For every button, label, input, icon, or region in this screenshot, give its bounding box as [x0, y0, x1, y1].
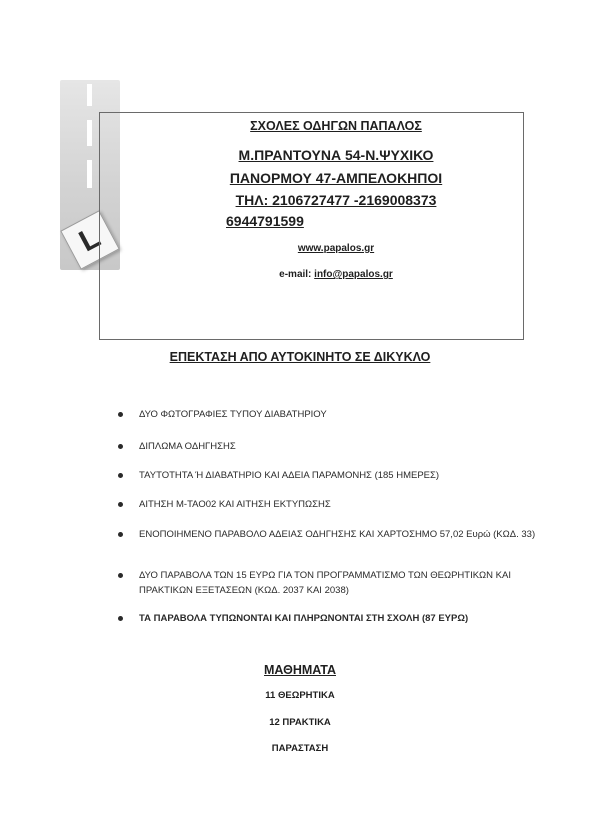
road-lane-marking: [87, 160, 92, 188]
list-item-text: ΔΥΟ ΦΩΤΟΓΡΑΦΙΕΣ ΤΥΠΟΥ ΔΙΑΒΑΤΗΡΙΟΥ: [139, 409, 327, 420]
website-link[interactable]: www.papalos.gr: [297, 243, 375, 254]
website: [100, 243, 572, 254]
bullet-icon: [118, 444, 123, 449]
list-item-text: ΤΑΥΤΟΤΗΤΑ Ή ΔΙΑΒΑΤΗΡΙΟ ΚΑΙ ΑΔΕΙΑ ΠΑΡΑΜΟΝΗΣ (185 ΗΜΕΡΕΣ): [139, 470, 440, 481]
email-label: e-mail:: [279, 269, 315, 280]
bullet-icon: [118, 532, 123, 537]
school-name: ΣΧΟΛΕΣ ΟΔΗΓΩΝ ΠΑΠΑΛΟΣ: [250, 119, 422, 133]
address-line-1: Μ.ΠΡΑΝΤΟΥΝΑ 54-Ν.ΨΥΧΙΚΟ: [238, 147, 434, 163]
bullet-icon: [118, 412, 123, 417]
lessons-theory: 11 ΘΕΩΡΗΤΙΚΑ: [265, 690, 335, 701]
email-link[interactable]: info@papalos.gr: [314, 269, 393, 280]
bullet-icon: [118, 502, 123, 507]
phone-numbers: ΤΗΛ: 2106727477 -2169008373: [235, 192, 437, 208]
mobile-number: 6944791599: [226, 213, 304, 229]
list-item-text: ΤΑ ΠΑΡΑΒΟΛΑ ΤΥΠΩΝΟΝΤΑΙ ΚΑΙ ΠΛΗΡΩΝΟΝΤΑΙ ΣΤΗ ΣΧΟΛΗ (87 ΕΥΡΩ): [139, 613, 469, 624]
list-item-text: ΑΙΤΗΣΗ Μ-ΤΑΟ02 ΚΑΙ ΑΙΤΗΣΗ ΕΚΤΥΠΩΣΗΣ: [139, 499, 331, 510]
list-item-text: ΔΙΠΛΩΜΑ ΟΔΗΓΗΣΗΣ: [139, 441, 236, 452]
list-item-text: ΔΥΟ ΠΑΡΑΒΟΛΑ ΤΩΝ 15 ΕΥΡΩ ΓΙΑ ΤΟΝ ΠΡΟΓΡΑΜΜΑΤΙΣΜΟ ΤΩΝ ΘΕΩΡΗΤΙΚΩΝ ΚΑΙ ΠΡΑΚΤΙΚΩΝ ΕΞΕΤΑΣΕΩΝ (ΚΩΔ. 2037 ΚΑΙ 2038): [139, 570, 511, 596]
email-line: [100, 269, 572, 280]
learner-plate-letter: L: [73, 220, 106, 259]
bullet-icon: [118, 473, 123, 478]
list-item-text: ΕΝΟΠΟΙΗΜΕΝΟ ΠΑΡΑΒΟΛΟ ΑΔΕΙΑΣ ΟΔΗΓΗΣΗΣ ΚΑΙ ΧΑΡΤΟΣΗΜΟ 57,02 Ευρώ (ΚΩΔ. 33): [139, 529, 536, 540]
address-line-2: ΠΑΝΟΡΜΟΥ 47-ΑΜΠΕΛΟΚΗΠΟΙ: [229, 170, 443, 186]
bullet-icon: [118, 616, 123, 621]
lessons-practice: 12 ΠΡΑΚΤΙΚΑ: [269, 717, 331, 728]
page-title: ΕΠΕΚΤΑΣΗ ΑΠΟ ΑΥΤΟΚΙΝΗΤΟ ΣΕ ΔΙΚΥΚΛΟ: [169, 350, 431, 364]
bullet-icon: [118, 573, 123, 578]
road-lane-marking: [87, 84, 92, 106]
lessons-presentation: ΠΑΡΑΣΤΑΣΗ: [271, 743, 329, 754]
lessons-title: ΜΑΘΗΜΑΤΑ: [264, 663, 336, 677]
road-lane-marking: [87, 120, 92, 146]
